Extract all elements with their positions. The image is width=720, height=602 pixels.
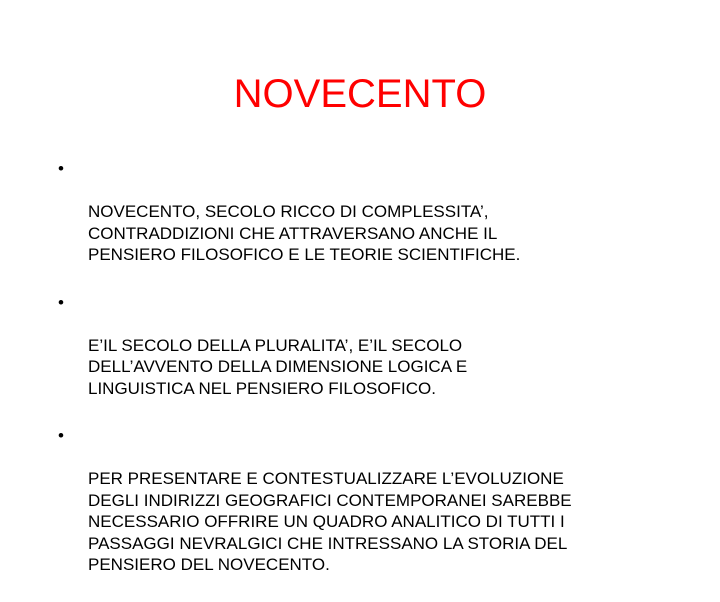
bullet-list [56, 158, 676, 602]
bullet-text: PER PRESENTARE E CONTESTUALIZZARE L’EVOLUZIONE DEGLI INDIRIZZI GEOGRAFICI CONTEMPORANEI SAREBBE NECESSARIO OFFRIRE UN QUADRO ANALITICO DI TUTTI I PASSAGGI NEVRALGICI CHE INTRESSANO LA STORIA DEL PENSIERO DEL NOVECENTO. [88, 469, 572, 574]
bullet-text: E’IL SECOLO DELLA PLURALITA’, E’IL SECOLO DELL’AVVENTO DELLA DIMENSIONE LOGICA E LINGUISTICA NEL PENSIERO FILOSOFICO. [88, 335, 468, 398]
bullet-item [56, 425, 676, 576]
slide-title: NOVECENTO [233, 72, 487, 116]
bullet-text: NOVECENTO, SECOLO RICCO DI COMPLESSITA’, CONTRADDIZIONI CHE ATTRAVERSANO ANCHE IL PENSIERO FILOSOFICO E LE TEORIE SCIENTIFICHE. [88, 202, 521, 264]
bullet-item [56, 158, 676, 266]
bullet-icon: • [58, 159, 64, 178]
bullet-icon: • [58, 292, 64, 312]
bullet-item [56, 292, 676, 400]
bullet-icon: • [58, 426, 64, 445]
